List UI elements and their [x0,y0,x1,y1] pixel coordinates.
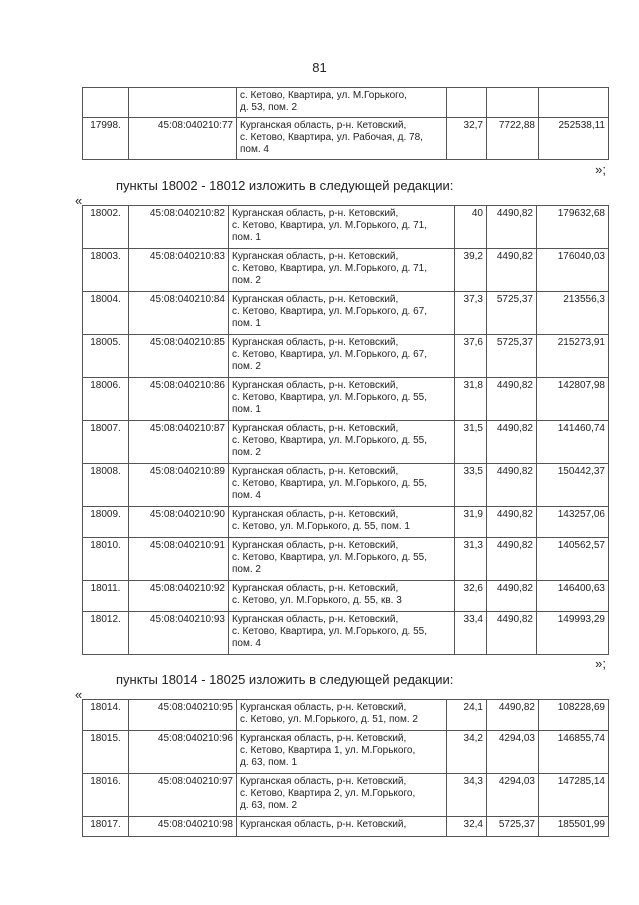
cadastral-number: 45:08:040210:87 [129,421,229,464]
row-number: 18016. [83,774,129,817]
area: 34,2 [447,731,487,774]
cadastral-value: 176040,03 [537,249,609,292]
row-number: 17998. [83,118,129,160]
area: 40 [455,206,487,249]
area: 31,8 [455,378,487,421]
row-number: 18005. [83,335,129,378]
table-row [83,774,609,817]
table-row [83,817,609,837]
cadastral-value [539,88,609,118]
opening-quote-mark: « [75,687,83,702]
table-row [83,464,609,507]
cadastral-value: 252538,11 [539,118,609,160]
area: 24,1 [447,700,487,731]
area: 37,6 [455,335,487,378]
cadastral-value: 149993,29 [537,612,609,655]
row-number: 18012. [83,612,129,655]
rate: 4490,82 [487,612,537,655]
row-number: 18010. [83,538,129,581]
address: Курганская область, р-н. Кетовский, [237,817,447,837]
rate: 5725,37 [487,335,537,378]
registry-table-1 [82,87,609,160]
table-row [83,538,609,581]
area: 33,5 [455,464,487,507]
cadastral-number: 45:08:040210:97 [129,774,237,817]
address: Курганская область, р-н. Кетовский, с. Кетово, Квартира, ул. М.Горького, д. 71, пом. 1 [229,206,455,249]
table-row [83,88,609,118]
table-row [83,507,609,538]
cadastral-value: 146855,74 [539,731,609,774]
row-number: 18007. [83,421,129,464]
address: с. Кетово, Квартира, ул. М.Горького, д. 53, пом. 2 [237,88,447,118]
rate: 4490,82 [487,700,539,731]
address: Курганская область, р-н. Кетовский, с. Кетово, Квартира, ул. М.Горького, д. 67, пом. 1 [229,292,455,335]
cadastral-number: 45:08:040210:96 [129,731,237,774]
rate: 4294,03 [487,731,539,774]
cadastral-number: 45:08:040210:91 [129,538,229,581]
closing-quote-mark: »; [595,162,606,177]
table-row [83,731,609,774]
table-row [83,700,609,731]
address: Курганская область, р-н. Кетовский, с. Кетово, Квартира, ул. Рабочая, д. 78, пом. 4 [237,118,447,160]
rate: 5725,37 [487,292,537,335]
cadastral-number [129,88,237,118]
table-row [83,206,609,249]
rate: 4490,82 [487,421,537,464]
row-number: 18006. [83,378,129,421]
cadastral-number: 45:08:040210:92 [129,581,229,612]
cadastral-number: 45:08:040210:77 [129,118,237,160]
rate: 4490,82 [487,206,537,249]
cadastral-value: 150442,37 [537,464,609,507]
cadastral-number: 45:08:040210:82 [129,206,229,249]
row-number: 18011. [83,581,129,612]
table-row [83,249,609,292]
row-number: 18003. [83,249,129,292]
address: Курганская область, р-н. Кетовский, с. Кетово, ул. М.Горького, д. 51, пом. 2 [237,700,447,731]
rate: 4294,03 [487,774,539,817]
address: Курганская область, р-н. Кетовский, с. Кетово, Квартира, ул. М.Горького, д. 55, пом. 4 [229,612,455,655]
cadastral-number: 45:08:040210:83 [129,249,229,292]
registry-table-3 [82,699,609,837]
rate: 4490,82 [487,538,537,581]
cadastral-value: 140562,57 [537,538,609,581]
rate: 5725,37 [487,817,539,837]
area: 34,3 [447,774,487,817]
cadastral-number: 45:08:040210:98 [129,817,237,837]
cadastral-number: 45:08:040210:95 [129,700,237,731]
cadastral-number: 45:08:040210:86 [129,378,229,421]
cadastral-number: 45:08:040210:93 [129,612,229,655]
cadastral-value: 179632,68 [537,206,609,249]
cadastral-value: 147285,14 [539,774,609,817]
table-row [83,421,609,464]
cadastral-number: 45:08:040210:84 [129,292,229,335]
area: 32,6 [455,581,487,612]
table-row [83,335,609,378]
opening-quote-mark: « [75,193,83,208]
address: Курганская область, р-н. Кетовский, с. Кетово, Квартира, ул. М.Горького, д. 55, пом. 2 [229,538,455,581]
table-row [83,612,609,655]
address: Курганская область, р-н. Кетовский, с. Кетово, ул. М.Горького, д. 55, кв. 3 [229,581,455,612]
rate: 4490,82 [487,507,537,538]
table-row [83,581,609,612]
cadastral-number: 45:08:040210:89 [129,464,229,507]
address: Курганская область, р-н. Кетовский, с. Кетово, Квартира, ул. М.Горького, д. 71, пом. 2 [229,249,455,292]
area: 31,5 [455,421,487,464]
cadastral-number: 45:08:040210:90 [129,507,229,538]
cadastral-value: 185501,99 [539,817,609,837]
table-row [83,292,609,335]
area [447,88,487,118]
row-number: 18004. [83,292,129,335]
cadastral-value: 142807,98 [537,378,609,421]
row-number: 18009. [83,507,129,538]
cadastral-value: 146400,63 [537,581,609,612]
area: 32,7 [447,118,487,160]
area: 37,3 [455,292,487,335]
address: Курганская область, р-н. Кетовский, с. Кетово, Квартира 1, ул. М.Горького, д. 63, пом. 1 [237,731,447,774]
rate: 4490,82 [487,464,537,507]
rate: 7722,88 [487,118,539,160]
address: Курганская область, р-н. Кетовский, с. Кетово, Квартира 2, ул. М.Горького, д. 63, пом. 2 [237,774,447,817]
rate: 4490,82 [487,581,537,612]
page-number: 81 [312,60,327,75]
address: Курганская область, р-н. Кетовский, с. Кетово, Квартира, ул. М.Горького, д. 55, пом. 2 [229,421,455,464]
row-number: 18014. [83,700,129,731]
area: 32,4 [447,817,487,837]
amendment-paragraph: пункты 18014 - 18025 изложить в следующей редакции: [116,672,454,687]
row-number: 18017. [83,817,129,837]
area: 31,9 [455,507,487,538]
address: Курганская область, р-н. Кетовский, с. Кетово, Квартира, ул. М.Горького, д. 67, пом. 2 [229,335,455,378]
rate [487,88,539,118]
closing-quote-mark: »; [595,656,606,671]
row-number: 18008. [83,464,129,507]
row-number: 18002. [83,206,129,249]
rate: 4490,82 [487,378,537,421]
cadastral-number: 45:08:040210:85 [129,335,229,378]
cadastral-value: 143257,06 [537,507,609,538]
table-row [83,378,609,421]
area: 33,4 [455,612,487,655]
table-row [83,118,609,160]
area: 31,3 [455,538,487,581]
address: Курганская область, р-н. Кетовский, с. Кетово, Квартира, ул. М.Горького, д. 55, пом. 4 [229,464,455,507]
address: Курганская область, р-н. Кетовский, с. Кетово, Квартира, ул. М.Горького, д. 55, пом. 1 [229,378,455,421]
cadastral-value: 141460,74 [537,421,609,464]
registry-table-2 [82,205,609,655]
row-number [83,88,129,118]
area: 39,2 [455,249,487,292]
cadastral-value: 215273,91 [537,335,609,378]
amendment-paragraph: пункты 18002 - 18012 изложить в следующей редакции: [116,178,454,193]
row-number: 18015. [83,731,129,774]
cadastral-value: 213556,3 [537,292,609,335]
address: Курганская область, р-н. Кетовский, с. Кетово, ул. М.Горького, д. 55, пом. 1 [229,507,455,538]
cadastral-value: 108228,69 [539,700,609,731]
rate: 4490,82 [487,249,537,292]
